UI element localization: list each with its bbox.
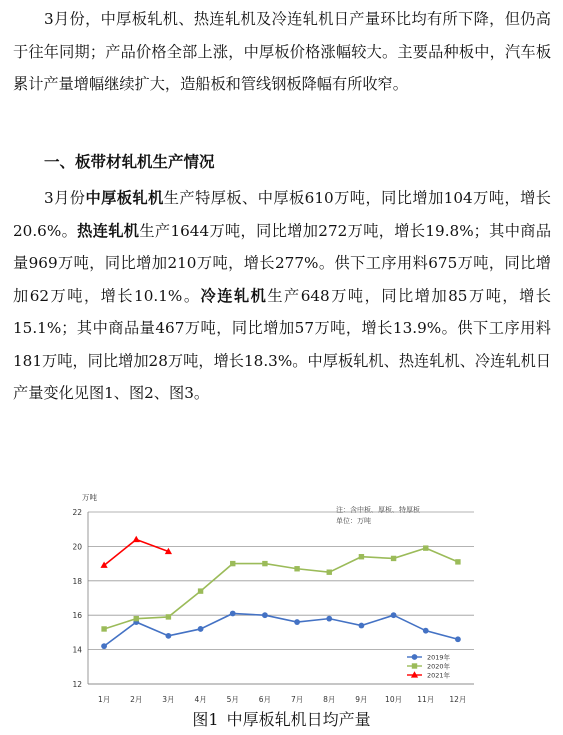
data-point (294, 619, 300, 625)
paragraph-segment: 生产648万吨，同比增加85万吨，增长15.1%；其中商品量467万吨，同比增加57万吨，增长13.9%。供下工序用料181万吨，同比增加28万吨，增长18.3%。中厚板轧机、热连轧机、冷连轧机日产量变化见图1、图2、图3。 (13, 286, 551, 402)
data-point (391, 556, 396, 561)
legend-label: 2019年 (427, 653, 451, 662)
y-tick-label: 20 (72, 542, 82, 552)
data-point (101, 643, 107, 649)
intro-paragraph: 3月份，中厚板轧机、热连轧机及冷连轧机日产量环比均有所下降，但仍高于往年同期；产品价格全部上涨，中厚板价格涨幅较大。主要品种板中，汽车板累计产量增幅继续扩大，造船板和管线钢板降幅有所收窄。 (13, 10, 551, 93)
term-plate-mill: 中厚板轧机 (85, 189, 164, 207)
data-point (262, 561, 267, 566)
data-point (294, 566, 299, 571)
chart-legend (407, 653, 451, 680)
data-point (423, 545, 428, 550)
series-line (104, 540, 168, 566)
data-point (391, 612, 397, 618)
x-tick-label: 7月 (290, 695, 304, 704)
x-tick-label: 1月 (97, 695, 111, 704)
y-tick-label: 16 (72, 611, 82, 621)
series-line (104, 613, 458, 646)
data-point (326, 616, 332, 622)
data-point (327, 570, 332, 575)
legend-marker (412, 663, 417, 668)
y-tick-label: 14 (72, 645, 82, 655)
y-axis-label: 万吨 (82, 493, 97, 502)
data-point (230, 611, 236, 617)
data-point (134, 616, 139, 621)
x-tick-label: 8月 (323, 695, 336, 704)
y-tick-label: 12 (72, 680, 82, 689)
data-point (198, 588, 203, 593)
x-tick-label: 2月 (130, 695, 143, 704)
figure-caption (0, 707, 563, 733)
x-tick-label: 5月 (226, 695, 239, 704)
paragraph-segment: 生产特厚板、中厚板610万吨，同比增加104万吨，增长20.6%。 (13, 189, 551, 240)
data-point (198, 626, 204, 632)
daily-output-line-chart (0, 487, 563, 709)
term-hot-strip-mill: 热连轧机 (77, 221, 140, 240)
paragraph-segment: 生产1644万吨，同比增加272万吨，增长19.8%；其中商品量969万吨，同比增加210万吨，增长277%。供下工序用料675万吨，同比增加62万吨，增长10.1%。 (13, 221, 552, 305)
mill-production-paragraph (13, 182, 551, 410)
x-tick-label: 6月 (258, 695, 272, 704)
data-point (230, 561, 235, 566)
data-point (359, 554, 364, 559)
paragraph-segment: 3月份 (44, 189, 86, 207)
legend-label: 2021年 (427, 671, 451, 680)
x-tick-label: 12月 (449, 695, 467, 704)
term-cold-mill: 冷连轧机 (200, 286, 268, 305)
x-tick-label: 3月 (162, 695, 175, 704)
section-heading: 一、板带材轧机生产情况 (44, 153, 215, 171)
data-point (166, 633, 172, 639)
figure-title: 中厚板轧机日均产量 (226, 710, 371, 729)
series-line (104, 548, 458, 629)
data-point (262, 612, 268, 618)
x-tick-label: 4月 (194, 695, 207, 704)
x-tick-label: 9月 (355, 695, 368, 704)
data-point (166, 614, 171, 619)
x-tick-label: 10月 (385, 695, 403, 704)
figure-number: 图1 (192, 710, 219, 729)
x-tick-label: 11月 (417, 695, 435, 704)
chart-note-line-2: 单位：万吨 (336, 517, 371, 525)
data-point (101, 626, 106, 631)
data-point (359, 623, 365, 629)
data-point (133, 536, 140, 542)
y-tick-label: 22 (72, 508, 82, 517)
legend-label: 2020年 (427, 662, 451, 671)
data-point (423, 628, 429, 634)
data-point (455, 559, 460, 564)
data-point (455, 636, 461, 642)
y-tick-label: 18 (72, 576, 82, 586)
legend-marker (412, 654, 418, 660)
chart-note-line-1: 注：含中板、厚板、特厚板 (336, 506, 420, 514)
